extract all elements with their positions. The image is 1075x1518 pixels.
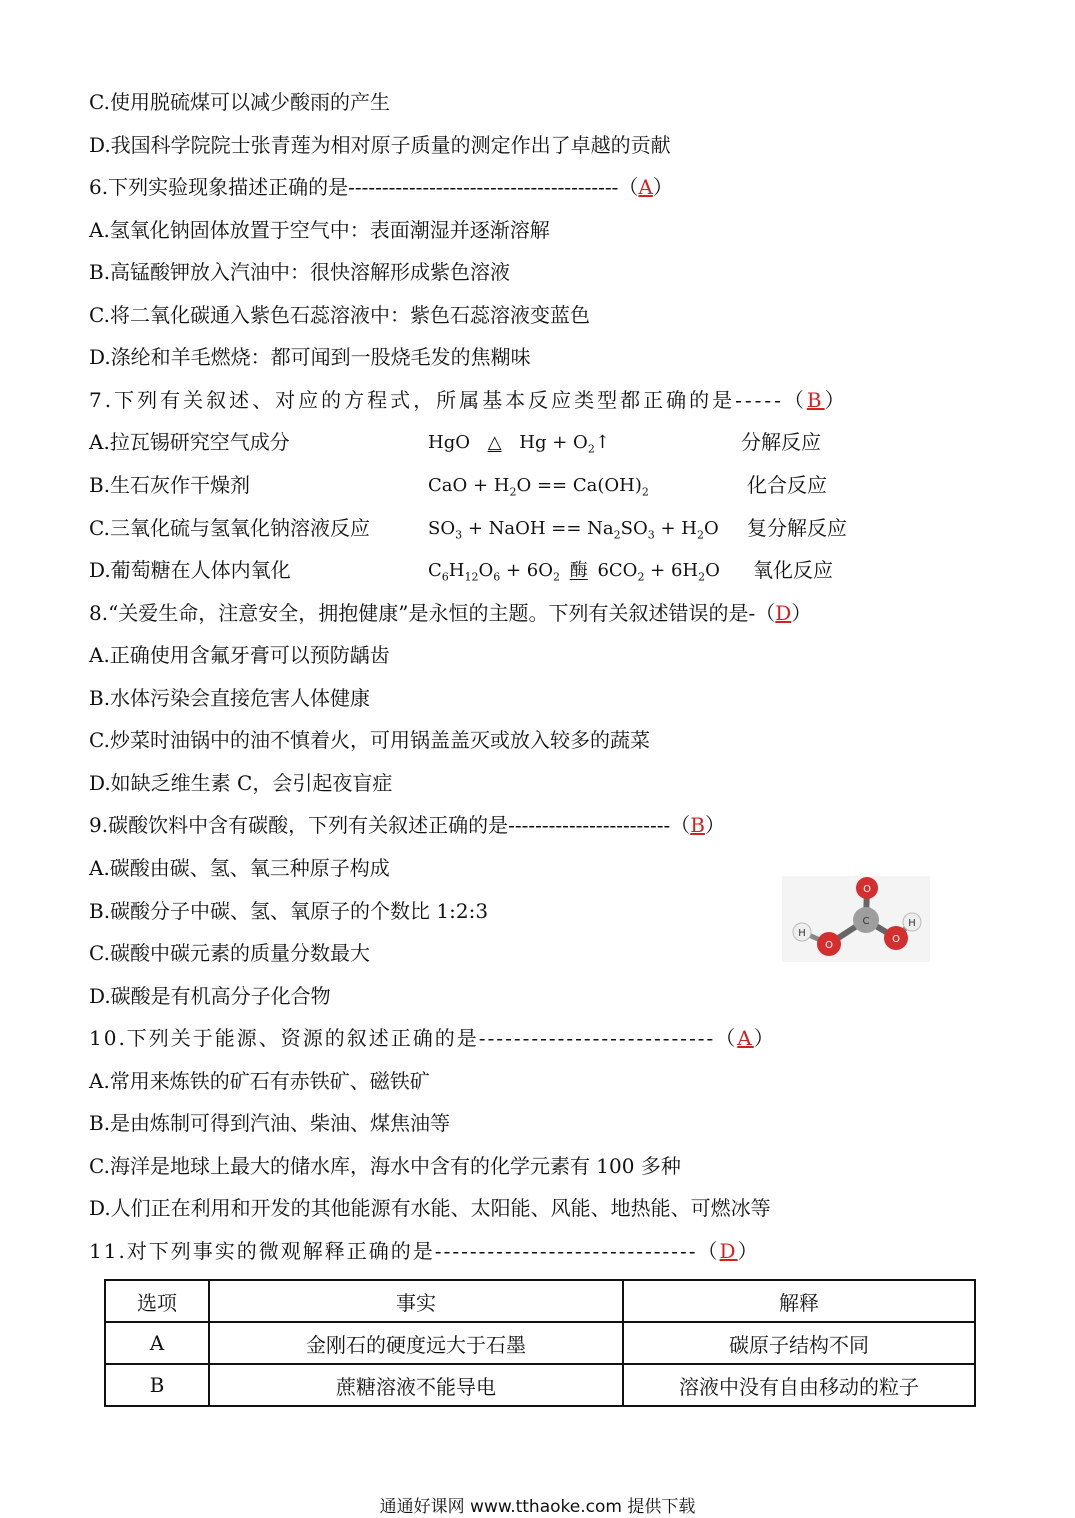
question-11: 11.对下列事实的微观解释正确的是------------------------------（D）	[89, 1239, 760, 1263]
enzyme-condition: 酶	[569, 560, 588, 581]
table-cell: 溶液中没有自由移动的粒子	[623, 1364, 975, 1406]
q9-option-a: A.碳酸由碳、氢、氧三种原子构成	[89, 856, 390, 880]
q6-option-b: B.高锰酸钾放入汽油中：很快溶解形成紫色溶液	[89, 260, 511, 284]
question-text: 10.下列关于能源、资源的叙述正确的是---------------------------（	[89, 1026, 738, 1050]
answer: B	[690, 813, 705, 837]
q7-option-b: B.生石灰作干燥剂	[89, 473, 251, 497]
question-text: 6.下列实验现象描述正确的是----------------------------------------（	[89, 175, 639, 199]
q7-option-a: A.拉瓦锡研究空气成分	[89, 430, 290, 454]
table-header-row	[105, 1280, 975, 1322]
option-d-prev: D.我国科学院院士张青莲为相对原子质量的测定作出了卓越的贡献	[89, 133, 671, 157]
q7-equation-c: $SO_3$ + NaOH == $Na_2SO_3 + H_2O$	[428, 518, 719, 542]
table-cell: B	[105, 1364, 209, 1406]
question-text: 7.下列有关叙述、对应的方程式，所属基本反应类型都正确的是-----（	[89, 388, 807, 412]
page-footer: 通通好课网 www.tthaoke.com 提供下载	[379, 1497, 696, 1517]
question-8: 8.“关爱生命，注意安全，拥抱健康”是永恒的主题。下列有关叙述错误的是-（D）	[89, 601, 812, 625]
carbonic-acid-molecule-image	[782, 876, 930, 962]
q9-option-b: B.碳酸分子中碳、氢、氧原子的个数比 1:2:3	[89, 899, 489, 923]
header-explanation: 解释	[623, 1280, 975, 1322]
q6-option-d: D.涤纶和羊毛燃烧：都可闻到一股烧毛发的焦糊味	[89, 345, 531, 369]
header-fact: 事实	[209, 1280, 623, 1322]
q10-option-b: B.是由炼制可得到汽油、柴油、煤焦油等	[89, 1111, 451, 1135]
q7-option-d: D.葡萄糖在人体内氧化	[89, 558, 291, 582]
atom-label: H	[908, 918, 916, 929]
question-text: 9.碳酸饮料中含有碳酸，下列有关叙述正确的是------------------------（	[89, 813, 691, 837]
q6-option-a: A.氢氧化钠固体放置于空气中：表面潮湿并逐渐溶解	[89, 218, 550, 242]
question-text: 11.对下列事实的微观解释正确的是------------------------------（	[89, 1239, 720, 1263]
q10-option-d: D.人们正在利用和开发的其他能源有水能、太阳能、风能、地热能、可燃冰等	[89, 1196, 771, 1220]
explanation-table	[104, 1279, 976, 1407]
header-option: 选项	[105, 1280, 209, 1322]
atom-label: O	[892, 934, 900, 945]
question-7: 7.下列有关叙述、对应的方程式，所属基本反应类型都正确的是-----（B）	[89, 388, 848, 412]
heat-condition: △	[487, 432, 502, 453]
answer: A	[737, 1026, 754, 1050]
q8-option-c: C.炒菜时油锅中的油不慎着火，可用锅盖盖灭或放入较多的蔬菜	[89, 728, 650, 752]
q8-option-a: A.正确使用含氟牙膏可以预防龋齿	[89, 643, 390, 667]
option-c-prev: C.使用脱硫煤可以减少酸雨的产生	[89, 90, 390, 114]
question-9: 9.碳酸饮料中含有碳酸，下列有关叙述正确的是------------------------（B）	[89, 813, 725, 837]
q7-option-c: C.三氧化硫与氢氧化钠溶液反应	[89, 516, 370, 540]
answer: A	[638, 175, 653, 199]
q10-option-c: C.海洋是地球上最大的储水库，海水中含有的化学元素有 100 多种	[89, 1154, 681, 1178]
atom-label: O	[863, 884, 871, 895]
q7-equation-d: $C_6H_{12}O_6 + 6O_2$ 酶 $6CO_2 + 6H_2O$	[428, 560, 720, 584]
q10-option-a: A.常用来炼铁的矿石有赤铁矿、磁铁矿	[89, 1069, 430, 1093]
q7-type-d: 氧化反应	[753, 558, 833, 582]
table-cell: 金刚石的硬度远大于石墨	[209, 1322, 623, 1364]
table-cell: 碳原子结构不同	[623, 1322, 975, 1364]
table-row	[105, 1322, 975, 1364]
q9-option-c: C.碳酸中碳元素的质量分数最大	[89, 941, 370, 965]
atom-label: O	[825, 940, 833, 951]
answer: B	[806, 388, 825, 412]
answer: D	[719, 1239, 738, 1263]
q7-type-b: 化合反应	[747, 473, 827, 497]
table-row	[105, 1364, 975, 1406]
q6-option-c: C.将二氧化碳通入紫色石蕊溶液中：紫色石蕊溶液变蓝色	[89, 303, 590, 327]
question-10: 10.下列关于能源、资源的叙述正确的是---------------------------（A）	[89, 1026, 776, 1050]
question-text: 8.“关爱生命，注意安全，拥抱健康”是永恒的主题。下列有关叙述错误的是-（	[89, 601, 776, 625]
atom-label: H	[798, 928, 806, 939]
table-cell: A	[105, 1322, 209, 1364]
q7-equation-a: HgO △ $Hg + O_2↑$	[428, 432, 610, 456]
q7-equation-b: CaO + $H_2O == Ca(OH)_2$	[428, 475, 649, 499]
atom-label: C	[862, 916, 870, 927]
q9-option-d: D.碳酸是有机高分子化合物	[89, 984, 331, 1008]
q7-type-c: 复分解反应	[747, 516, 847, 540]
q8-option-d: D.如缺乏维生素 C，会引起夜盲症	[89, 771, 393, 795]
question-6: 6.下列实验现象描述正确的是----------------------------------------（A）	[89, 175, 673, 199]
answer: D	[775, 601, 792, 625]
table-cell: 蔗糖溶液不能导电	[209, 1364, 623, 1406]
q8-option-b: B.水体污染会直接危害人体健康	[89, 686, 371, 710]
q7-type-a: 分解反应	[741, 430, 821, 454]
